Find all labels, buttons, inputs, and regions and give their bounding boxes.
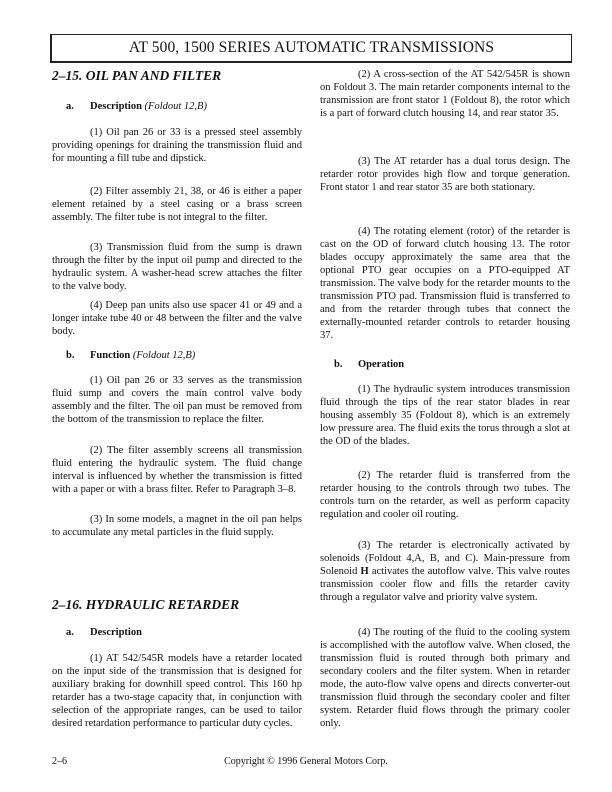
subheading-title: Function (90, 350, 131, 361)
copyright: Copyright © 1996 General Motors Corp. (224, 756, 388, 767)
paragraph: (1) The hydraulic system introduces transmission fluid through the tips of the rear stator blades in rear housing assembly 35 (Foldout 8), which is an extremely low pressure area. The fluid exits the torus through a slot at the OD of the blades. (320, 384, 570, 447)
solenoid-label: H (360, 566, 369, 577)
paragraph-text: (3) The retarder is electronically activated by solenoids (Foldout 4,A, B, and C). Main-pressure from Solenoid (320, 540, 570, 577)
subheading-title: Description (90, 627, 142, 638)
paragraph: (4) Deep pan units also use spacer 41 or 49 and a longer intake tube 40 or 48 between the filter and the valve body. (52, 300, 302, 337)
paragraph: (3) In some models, a magnet in the oil pan helps to accumulate any metal particles in the fluid supply. (52, 514, 302, 538)
paragraph (320, 539, 570, 604)
foldout-reference: (Foldout 12,B) (144, 101, 207, 112)
paragraph-text: activates the autoflow valve. This valve routes transmission cooler flow and fills the retarder cavity through a regulator valve and priority valve system. (320, 566, 570, 603)
paragraph: (4) The rotating element (rotor) of the retarder is cast on the OD of forward clutch housing 13. The rotor blades occupy approximately the same area that the optional PTO gear occupies on a PTO-equipped AT transmission. The valve body for the retarder mounts to the transmission PTO pad. Transmission fluid is transferred to and from the retarder through tubes that connect the externally-mounted retarder controls to retarder housing 37. (320, 226, 570, 341)
subheading-label: a. (66, 101, 74, 112)
subheading-label: a. (66, 627, 74, 638)
subheading-function (66, 349, 316, 362)
subheading-description (66, 100, 316, 113)
paragraph: (2) The filter assembly screens all transmission fluid entering the hydraulic system. The fluid change interval is influenced by whether the transmission is fitted with a paper or with a brass filter. Refer to Paragraph 3–8. (52, 445, 302, 495)
paragraph: (1) Oil pan 26 or 33 serves as the transmission fluid sump and covers the main control valve body assembly and the filter. The oil pan must be removed from the bottom of the transmission to replace the filter. (52, 375, 302, 425)
section-heading-2-15: 2–15. OIL PAN AND FILTER (52, 68, 222, 83)
paragraph: (1) AT 542/545R models have a retarder located on the input side of the transmission that is designed for auxiliary braking for downhill speed control. This 160 hp retarder has a two-stage capacity that, in conjunction with selection of the appropriate ranges, can be used to tailor desired retardation performance to particular duty cycles. (52, 653, 302, 729)
paragraph: (2) Filter assembly 21, 38, or 46 is either a paper element retained by a steel casing or a brass screen assembly. The filter tube is not integral to the filter. (52, 186, 302, 223)
subheading-title: Operation (358, 359, 405, 370)
subheading-description (66, 626, 316, 639)
paragraph: (2) A cross-section of the AT 542/545R is shown on Foldout 3. The main retarder components internal to the transmission are front stator 1 (Foldout 8), the rotor which is a part of forward clutch housing 14, and rear stator 35. (320, 69, 570, 119)
running-header: AT 500, 1500 SERIES AUTOMATIC TRANSMISSIONS (50, 34, 572, 63)
subheading-title: Description (90, 101, 142, 112)
paragraph: (1) Oil pan 26 or 33 is a pressed steel assembly providing openings for draining the transmission fluid and for mounting a fill tube and dipstick. (52, 127, 302, 164)
subheading-label: b. (66, 350, 75, 361)
paragraph: (2) The retarder fluid is transferred from the retarder housing to the controls through two tubes. The controls turn on the retarder, as well as perform capacity regulation and cooler oil routing. (320, 470, 570, 520)
page-number: 2–6 (52, 756, 67, 767)
paragraph: (3) Transmission fluid from the sump is drawn through the filter by the input oil pump and directed to the hydraulic system. A washer-head screw attaches the filter to the valve body. (52, 242, 302, 292)
section-heading-2-16: 2–16. HYDRAULIC RETARDER (52, 597, 240, 612)
paragraph: (3) The AT retarder has a dual torus design. The retarder rotor provides high flow and torque generation. Front stator 1 and rear stator 35 are both stationary. (320, 156, 570, 193)
subheading-operation (334, 358, 584, 371)
foldout-reference: (Foldout 12,B) (132, 350, 196, 361)
paragraph: (4) The routing of the fluid to the cooling system is accomplished with the autoflow valve. When closed, the transmission fluid is routed through both primary and secondary coolers and the filter system. When in retarder mode, the auto-flow valve opens and directs converter-out transmission fluid through the secondary cooler and filter system. Retarder fluid flows through the primary cooler only. (320, 627, 570, 729)
subheading-label: b. (334, 359, 343, 370)
